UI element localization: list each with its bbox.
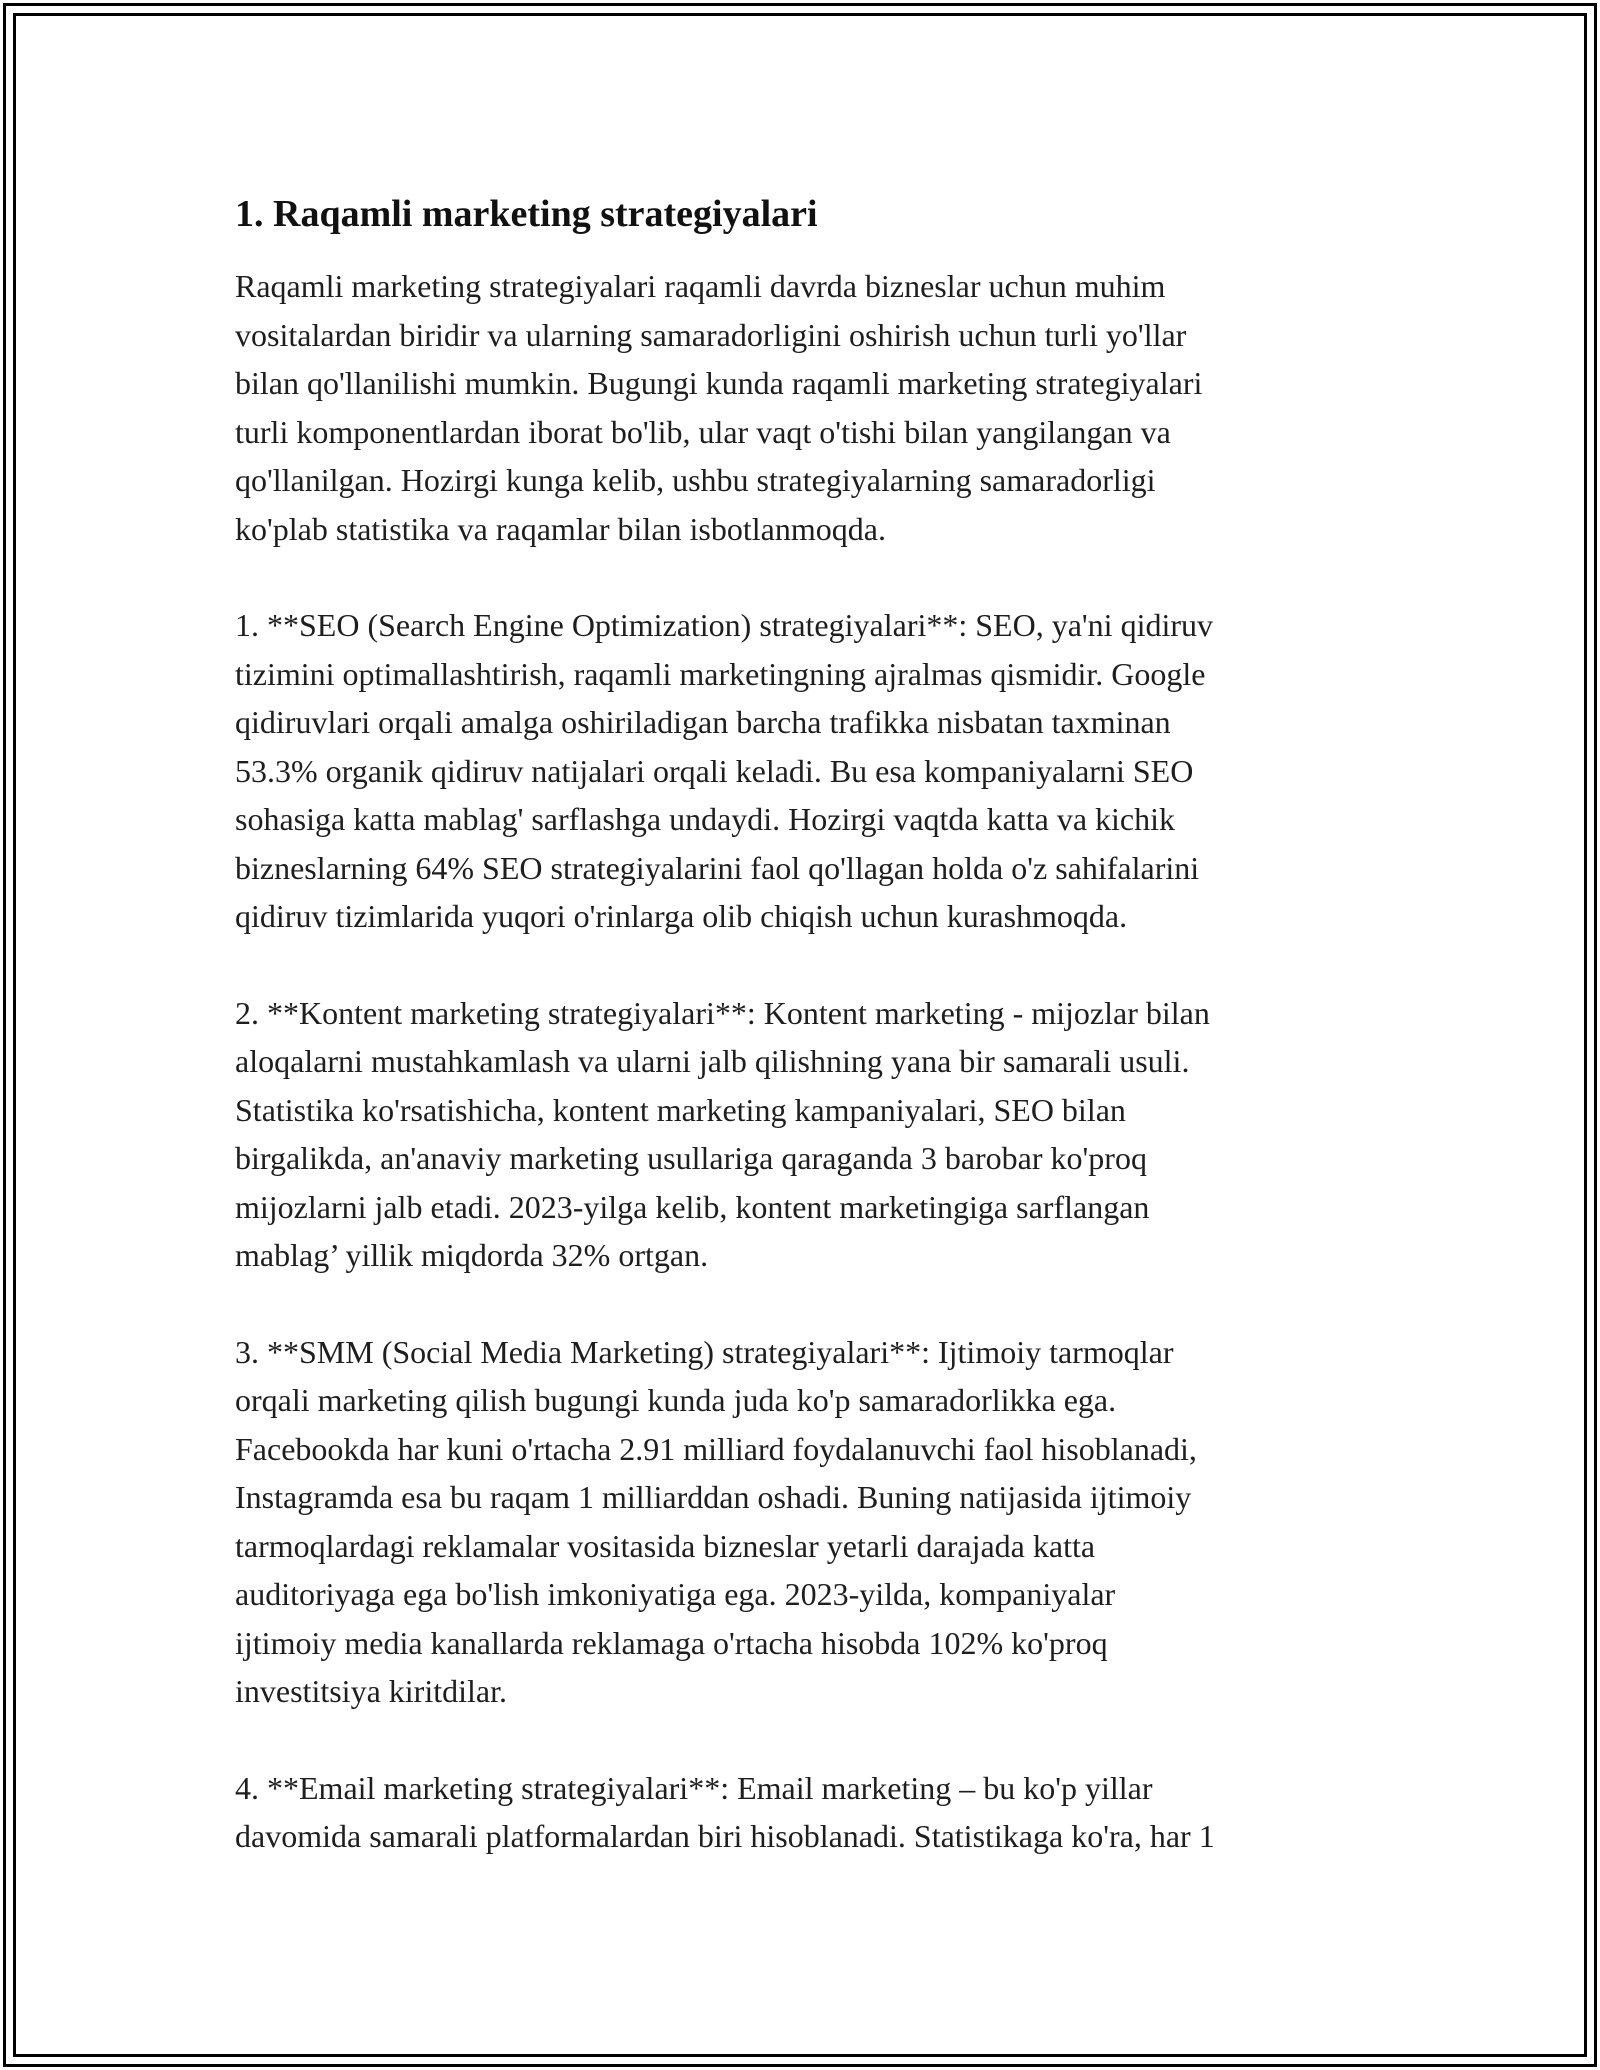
document-body [235,186,1395,1861]
paragraph-email-marketing: 4. **Email marketing strategiyalari**: Email marketing – bu ko'p yillar davomida samarali platformalardan biri hisoblanadi. Statistikaga ko'ra, har 1 [235,1769,1215,1854]
paragraph-content-marketing: 2. **Kontent marketing strategiyalari**: Kontent marketing - mijozlar bilan aloqalarni mustahkamlash va ularni jalb qilishning yana bir samarali usuli. Statistika ko'rsatishicha, kontent marketing kampaniyalari, SEO bilan birgalikda, an'anaviy marketing usullariga qaraganda 3 barobar ko'proq mijozlarni jalb etadi. 2023-yilga kelib, kontent marketingiga sarflangan mablag’ yillik miqdorda 32% ortgan. [235,994,1210,1273]
paragraph-seo: 1. **SEO (Search Engine Optimization) strategiyalari**: SEO, ya'ni qidiruv tizimini optimallashtirish, raqamli marketingning ajralmas qismidir. Google qidiruvlari orqali amalga oshiriladigan barcha trafikka nisbatan taxminan 53.3% organik qidiruv natijalari orqali keladi. Bu esa kompaniyalarni SEO sohasiga katta mablag' sarflashga undaydi. Hozirgi vaqtda katta va kichik bizneslarning 64% SEO strategiyalarini faol qo'llagan holda o'z sahifalarini qidiruv tizimlarida yuqori o'rinlarga olib chiqish uchun kurashmoqda. [235,607,1213,934]
paragraph-intro: Raqamli marketing strategiyalari raqamli davrda bizneslar uchun muhim vositalardan biridir va ularning samaradorligini oshirish uchun turli yo'llar bilan qo'llanilishi mumkin. Bugungi kunda raqamli marketing strategiyalari turli komponentlardan iborat bo'lib, ular vaqt o'tishi bilan yangilangan va qo'llanilgan. Hozirgi kunga kelib, ushbu strategiyalarning samaradorligi ko'plab statistika va raqamlar bilan isbotlanmoqda. [235,268,1203,547]
paragraph-smm: 3. **SMM (Social Media Marketing) strategiyalari**: Ijtimoiy tarmoqlar orqali marketing qilish bugungi kunda juda ko'p samaradorlikka ega. Facebookda har kuni o'rtacha 2.91 milliard foydalanuvchi faol hisoblanadi, Instagramda esa bu raqam 1 milliarddan oshadi. Buning natijasida ijtimoiy tarmoqlardagi reklamalar vositasida bizneslar yetarli darajada katta auditoriyaga ega bo'lish imkoniyatiga ega. 2023-yilda, kompaniyalar ijtimoiy media kanallarda reklamaga o'rtacha hisobda 102% ko'proq investitsiya kiritdilar. [235,1333,1197,1709]
document-title: 1. Raqamli marketing strategiyalari [235,193,818,235]
